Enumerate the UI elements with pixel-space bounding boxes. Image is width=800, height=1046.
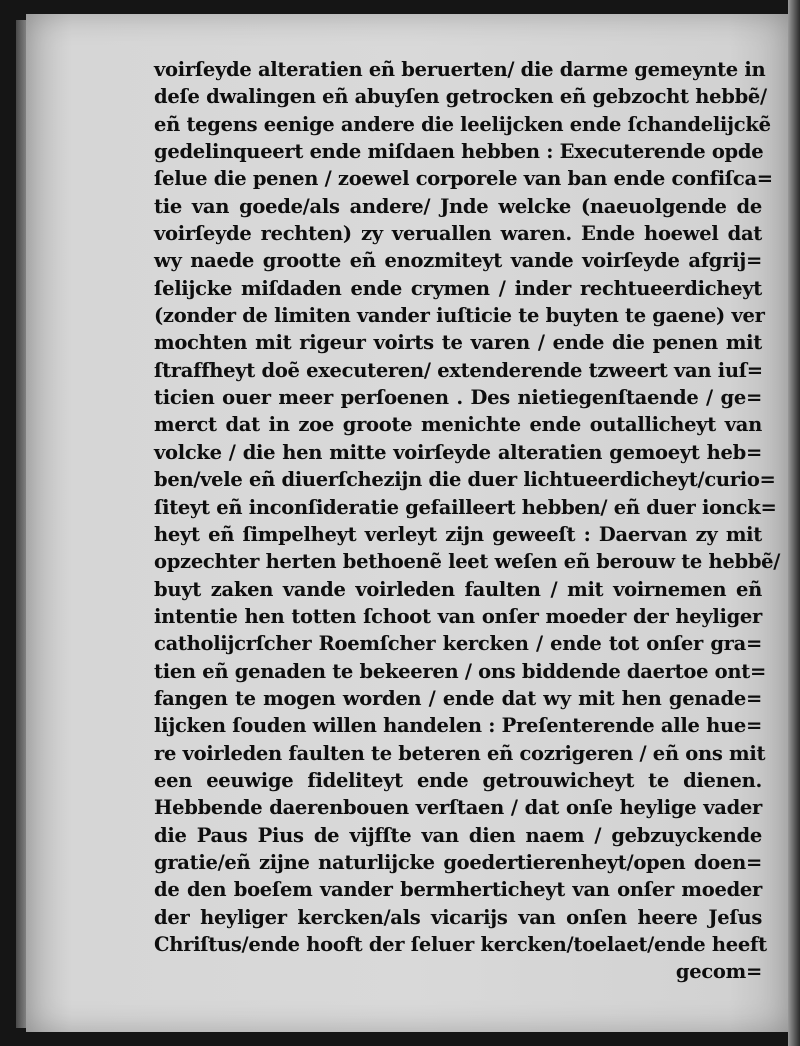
text-line: Hebbende daerenbouen verſtaen / dat onſe heylige vader — [154, 796, 762, 820]
text-line: tien eñ genaden te bekeeren / ons biddende daertoe ont= — [154, 659, 767, 683]
text-line: voirſeyde rechten) zy veruallen waren. Ende hoewel dat — [154, 222, 762, 246]
text-line: (zonder de limiten vander iuſticie te buyten te gaene) ver — [154, 304, 765, 328]
text-line: buyt zaken vande voirleden faulten / mit voirnemen eñ — [154, 577, 762, 601]
text-line: een eeuwige fideliteyt ende getrouwicheyt te dienen. — [154, 768, 762, 792]
text-line: deſe dwalingen eñ abuyſen getrocken eñ gebzocht hebbẽ/ — [154, 85, 767, 109]
text-line: gratie/eñ zijne naturlijcke goedertierenheyt/open doen= — [154, 850, 762, 874]
text-line: heyt eñ ſimpelheyt verleyt zijn geweeſt : Daervan zy mit — [154, 522, 762, 546]
text-line: re voirleden faulten te beteren eñ cozrigeren / eñ ons mit — [154, 741, 766, 765]
text-line: volcke / die hen mitte voirſeyde alteratien gemoeyt heb= — [154, 440, 762, 464]
text-line: voirſeyde alteratien eñ beruerten/ die darme gemeynte in — [154, 58, 766, 81]
text-line: Chriſtus/ende hooft der ſeluer kercken/toelaet/ende heeft — [154, 933, 767, 956]
text-line: ticien ouer meer perſoenen . Des nietiegenſtaende / ge= — [154, 386, 762, 410]
text-line: wy naede grootte eñ enozmiteyt vande voirſeyde afgrij= — [154, 249, 762, 273]
text-line: ſtraffheyt doẽ executeren/ extenderende tzweert van iuſ= — [154, 358, 763, 382]
text-line: lijcken ſouden willen handelen : Preſenterende alle hue= — [154, 714, 762, 738]
text-line: intentie hen totten ſchoot van onſer moeder der heyliger — [154, 604, 762, 628]
catchword: gecom= — [675, 960, 762, 984]
text-line: ſelue die penen / zoewel corporele van ban ende confiſca= — [154, 167, 773, 191]
blackletter-text-block — [154, 56, 781, 986]
text-line: fangen te mogen worden / ende dat wy mit hen genade= — [154, 686, 762, 710]
text-line: opzechter herten bethoenẽ leet weſen eñ berouw te hebbẽ/ — [154, 550, 781, 574]
text-line: merct dat in zoe groote menichte ende outallicheyt van — [154, 413, 762, 437]
text-line: mochten mit rigeur voirts te varen / ende die penen mit — [154, 331, 762, 355]
text-line: die Paus Pius de vijfſte van dien naem / gebzuyckende — [154, 823, 762, 847]
page-edge-shadow — [788, 0, 800, 1046]
text-line: catholijcrſcher Roemſcher kercken / ende tot onſer gra= — [154, 632, 762, 656]
text-line: der heyliger kercken/als vicarijs van onſen heere Jeſus — [154, 905, 762, 929]
text-line: ſelijcke miſdaden ende crymen / inder rechtueerdicheyt — [154, 276, 762, 300]
printed-page — [26, 14, 790, 1032]
text-line: tie van goede/als andere/ Jnde welcke (naeuolgende de — [154, 194, 762, 218]
text-line: de den boeſem vander bermherticheyt van onſer moeder — [154, 878, 762, 902]
text-line: ſiteyt eñ inconſideratie gefailleert hebben/ eñ duer ionck= — [154, 495, 777, 519]
text-line: gedelinqueert ende miſdaen hebben : Executerende opde — [154, 140, 764, 164]
text-line: eñ tegens eenige andere die leelijcken ende ſchandelijckẽ — [154, 112, 771, 136]
text-line: ben/vele eñ diuerſchezijn die duer lichtueerdicheyt/curio= — [154, 468, 776, 492]
